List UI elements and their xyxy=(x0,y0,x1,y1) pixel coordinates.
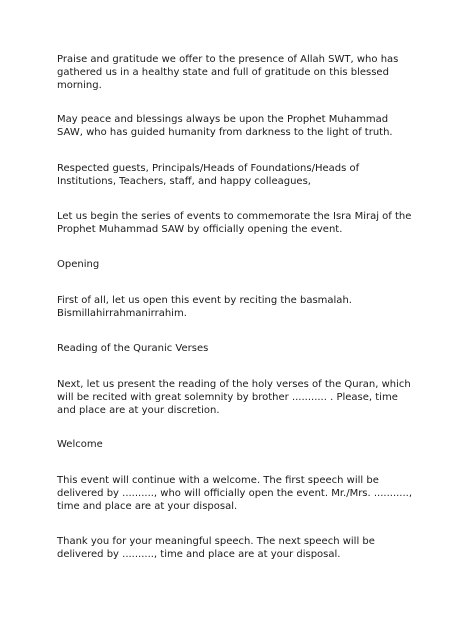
paragraph-praise: Praise and gratitude we offer to the presence of Allah SWT, who has gathered us in a healthy state and full of gratitude on this blessed morning. xyxy=(57,54,399,91)
paragraph-basmalah: First of all, let us open this event by reciting the basmalah. Bismillahirrahmanirrahim. xyxy=(57,295,352,319)
heading-opening: Opening xyxy=(57,259,100,270)
paragraph-quran-reading: Next, let us present the reading of the holy verses of the Quran, which will be recited with great solemnity by brother ........... . Please, time and place are at your discretion. xyxy=(57,379,411,416)
paragraph-begin-event: Let us begin the series of events to commemorate the Isra Miraj of the Prophet Muhammad SAW by officially opening the event. xyxy=(57,211,412,235)
heading-quranic-verses: Reading of the Quranic Verses xyxy=(57,343,209,354)
paragraph-respected-guests: Respected guests, Principals/Heads of Foundations/Heads of Institutions, Teachers, staff, and happy colleagues, xyxy=(57,163,360,187)
paragraph-peace-blessings: May peace and blessings always be upon the Prophet Muhammad SAW, who has guided humanity from darkness to the light of truth. xyxy=(57,114,393,138)
paragraph-welcome-speech: This event will continue with a welcome. The first speech will be delivered by .........., who will officially open the event. Mr./Mrs. ..........., time and place are at your disposal. xyxy=(57,475,413,512)
paragraph-next-speech: Thank you for your meaningful speech. The next speech will be delivered by .........., time and place are at your disposal. xyxy=(57,536,375,560)
heading-welcome: Welcome xyxy=(57,439,103,450)
